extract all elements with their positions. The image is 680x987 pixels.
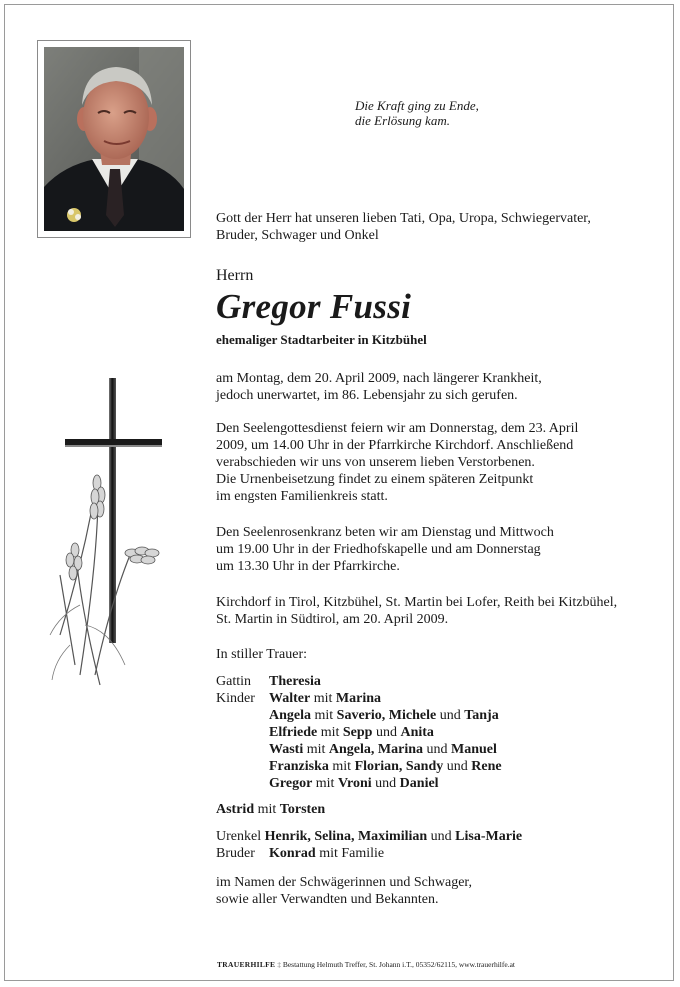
family-kinder-row bbox=[216, 690, 381, 707]
connector: und bbox=[426, 742, 448, 757]
closing-line-1: im Namen der Schwägerinnen und Schwager, bbox=[216, 875, 473, 890]
family-bruder-row bbox=[216, 845, 384, 862]
relative-name: Rene bbox=[471, 759, 502, 774]
connector: mit bbox=[313, 691, 333, 706]
portrait-frame bbox=[37, 40, 191, 238]
death-line-1: am Montag, dem 20. April 2009, nach längerer Krankheit, bbox=[216, 371, 542, 386]
connector: und bbox=[375, 776, 397, 791]
relative-name: Astrid bbox=[216, 802, 255, 817]
child-name: Franziska bbox=[269, 759, 329, 774]
quote bbox=[355, 98, 479, 128]
relative-name: Anita bbox=[400, 725, 434, 740]
place-line-2: St. Martin in Südtirol, am 20. April 2009. bbox=[216, 612, 449, 627]
intro-line-1: Gott der Herr hat unseren lieben Tati, Opa, Uropa, Schwiegervater, bbox=[216, 211, 591, 226]
relative-names: Angela, Marina bbox=[328, 742, 424, 757]
relative-names: Florian, Sandy bbox=[354, 759, 444, 774]
family-row bbox=[269, 724, 434, 741]
mourning-intro: In stiller Trauer: bbox=[216, 647, 307, 662]
kinder-label: Kinder bbox=[216, 691, 255, 706]
connector: und bbox=[446, 759, 468, 774]
child-name: Elfriede bbox=[269, 725, 318, 740]
closing-line-2: sowie aller Verwandten und Bekannten. bbox=[216, 892, 439, 907]
footer-brand: TRAUERHILFE bbox=[217, 960, 276, 969]
service-line-3: verabschieden wir uns von unserem lieben Verstorbenen. bbox=[216, 455, 535, 470]
rosary-line-2: um 19.00 Uhr in der Friedhofskapelle und am Donnerstag bbox=[216, 542, 541, 557]
deceased-name: Gregor Fussi bbox=[216, 287, 412, 326]
relative-name: Daniel bbox=[399, 776, 439, 791]
service-line-1: Den Seelengottesdienst feiern wir am Donnerstag, dem 23. April bbox=[216, 421, 579, 436]
family-urenkel-row bbox=[216, 828, 522, 845]
bruder-label: Bruder bbox=[216, 846, 255, 861]
family-astrid-row bbox=[216, 801, 325, 818]
family-gattin-row bbox=[216, 673, 321, 690]
place-line-1: Kirchdorf in Tirol, Kitzbühel, St. Martin bei Lofer, Reith bei Kitzbühel, bbox=[216, 595, 618, 610]
child-name: Gregor bbox=[269, 776, 313, 791]
footer-text: Bestattung Helmuth Treffer, St. Johann i.T., 05352/62115, www.trauerhilfe.at bbox=[282, 960, 515, 969]
family-row bbox=[269, 758, 502, 775]
service-line-4: Die Urnenbeisetzung findet zu einem späteren Zeitpunkt bbox=[216, 472, 534, 487]
cross-wheat-decoration bbox=[40, 375, 175, 695]
occupation: ehemaliger Stadtarbeiter in Kitzbühel bbox=[216, 332, 427, 347]
connector: und bbox=[375, 725, 397, 740]
child-name: Angela bbox=[269, 708, 311, 723]
great-grandchild-name: Lisa-Marie bbox=[455, 829, 523, 844]
rosary-line-3: um 13.30 Uhr in der Pfarrkirche. bbox=[216, 559, 400, 574]
urenkel-label: Urenkel bbox=[216, 829, 262, 844]
great-grandchildren-names: Henrik, Selina, Maximilian bbox=[264, 829, 428, 844]
connector: mit bbox=[306, 742, 326, 757]
quote-line-1: Die Kraft ging zu Ende, bbox=[355, 98, 479, 113]
intro-line-2: Bruder, Schwager und Onkel bbox=[216, 228, 379, 243]
connector: mit bbox=[332, 759, 352, 774]
connector: mit bbox=[257, 802, 277, 817]
connector: mit bbox=[314, 708, 334, 723]
connector: mit bbox=[320, 725, 340, 740]
service-line-5: im engsten Familienkreis statt. bbox=[216, 489, 388, 504]
gattin-name: Theresia bbox=[269, 674, 321, 689]
brother-name: Konrad bbox=[269, 846, 316, 861]
portrait-photo bbox=[44, 47, 184, 231]
family-row bbox=[269, 775, 439, 792]
rosary-line-1: Den Seelenrosenkranz beten wir am Dienstag und Mittwoch bbox=[216, 525, 554, 540]
footer bbox=[217, 960, 515, 969]
death-line-2: jedoch unerwartet, im 86. Lebensjahr zu sich gerufen. bbox=[216, 388, 518, 403]
wheat-logo-icon: ‡ bbox=[277, 960, 281, 969]
quote-line-2: die Erlösung kam. bbox=[355, 113, 450, 128]
relative-name: Manuel bbox=[451, 742, 497, 757]
connector: und bbox=[439, 708, 461, 723]
family-row bbox=[269, 707, 499, 724]
connector: mit bbox=[315, 776, 335, 791]
connector: und bbox=[430, 829, 452, 844]
service-line-2: 2009, um 14.00 Uhr in der Pfarrkirche Kirchdorf. Anschließend bbox=[216, 438, 574, 453]
relative-name: Tanja bbox=[464, 708, 499, 723]
partner-name: Marina bbox=[335, 691, 381, 706]
partner-name: Torsten bbox=[279, 802, 326, 817]
child-name: Walter bbox=[269, 691, 311, 706]
family-row bbox=[269, 741, 497, 758]
relative-names: Saverio, Michele bbox=[336, 708, 437, 723]
partner-name: Sepp bbox=[342, 725, 373, 740]
with-family: mit Familie bbox=[319, 846, 385, 861]
salutation: Herrn bbox=[216, 267, 254, 284]
child-name: Wasti bbox=[269, 742, 304, 757]
partner-name: Vroni bbox=[337, 776, 372, 791]
gattin-label: Gattin bbox=[216, 674, 251, 689]
